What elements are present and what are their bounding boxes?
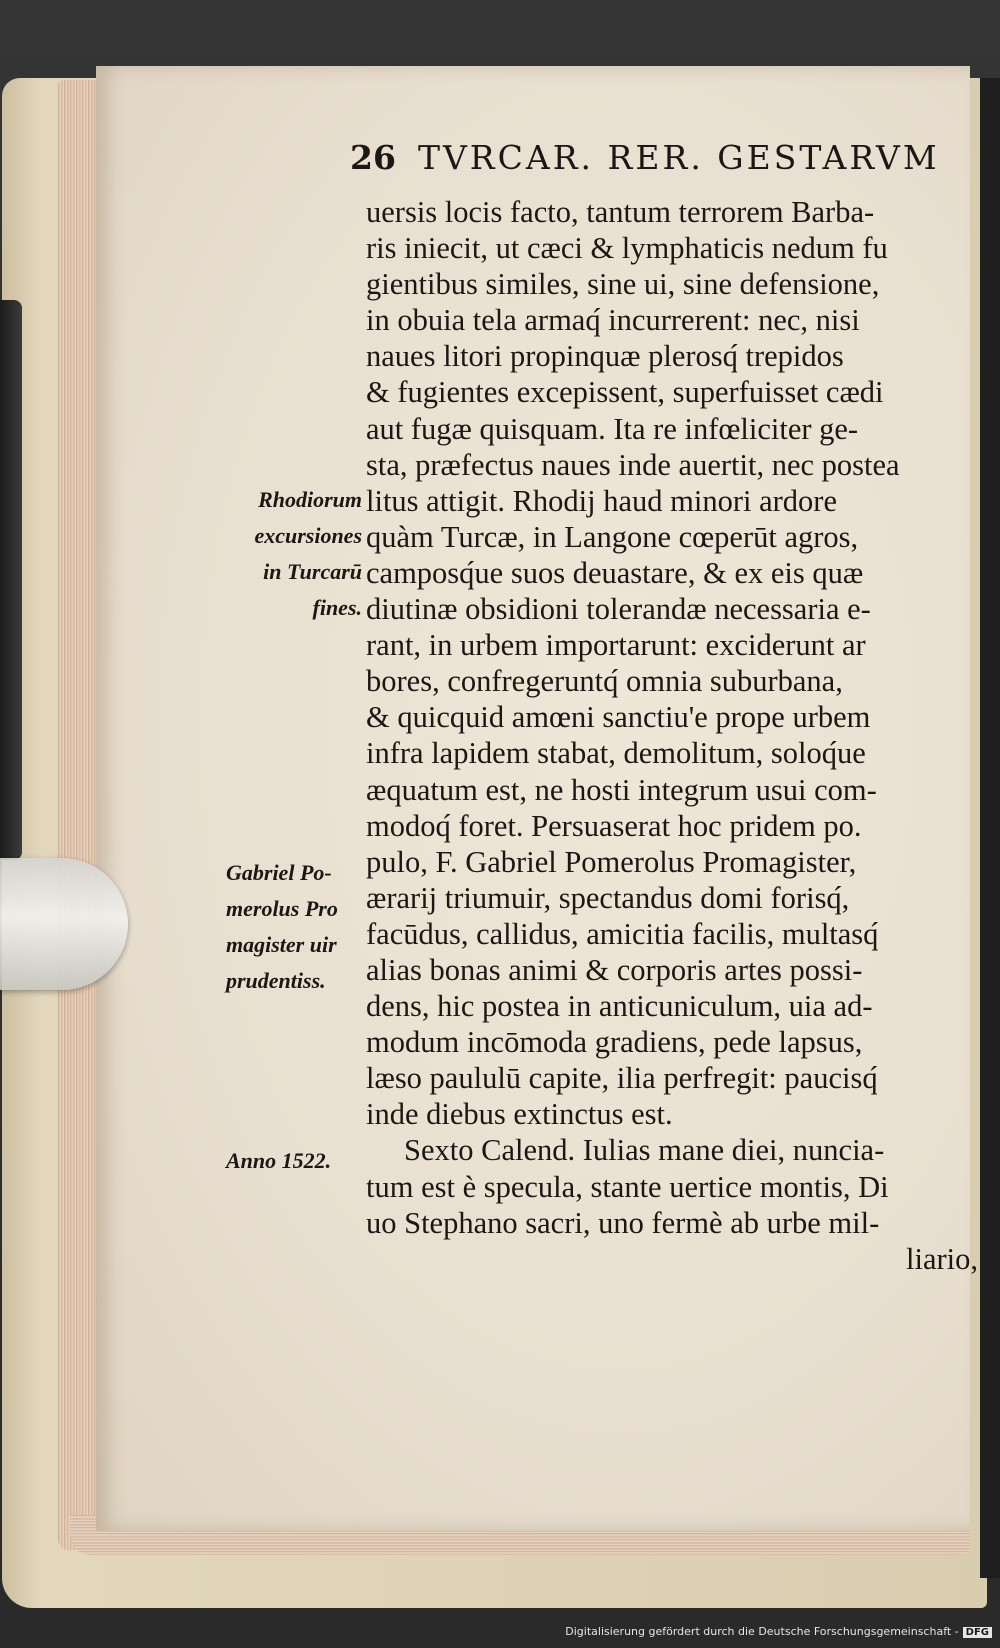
text-line: infra lapidem stabat, demolitum, soloq́ue xyxy=(366,736,866,771)
margin-note-line: excursiones xyxy=(254,523,362,549)
text-line: alias bonas animi & corporis artes possi- xyxy=(366,952,863,987)
margin-note-line: fines. xyxy=(312,595,362,621)
margin-note-rhodiorum xyxy=(226,482,362,626)
credit-text: Digitalisierung gefördert durch die Deutsche Forschungsgemeinschaft - xyxy=(565,1625,959,1638)
text-line: diutinæ obsidioni tolerandæ necessaria e- xyxy=(366,592,871,627)
running-title: TVRCAR. RER. GESTARVM xyxy=(417,138,940,177)
margin-note-line: Rhodiorum xyxy=(258,487,362,512)
text-line: Sexto Calend. Iulias mane diei, nuncia- xyxy=(404,1133,885,1168)
margin-note-line: magister uir xyxy=(226,932,337,958)
text-line: facūdus, callidus, amicitia facilis, multasq́ xyxy=(366,916,879,951)
margin-note-line: Anno 1522. xyxy=(226,1148,332,1173)
scan-border-right xyxy=(980,78,1000,1578)
digitization-credit xyxy=(565,1625,992,1638)
margin-note-gabriel xyxy=(226,855,366,999)
body-text xyxy=(366,194,978,1277)
text-line: & quicquid amœni sanctiu'e prope urbem xyxy=(366,700,871,735)
text-line: læso paululū capite, ilia perfregit: paucisq́ xyxy=(366,1061,878,1096)
margin-note-line: in Turcarū xyxy=(263,559,362,585)
text-line: gientibus similes, sine ui, sine defensione, xyxy=(366,267,880,302)
text-line: & fugientes excepissent, superfuisset cædi xyxy=(366,375,884,410)
text-line: inde diebus extinctus est. xyxy=(366,1097,673,1132)
text-line: rant, in urbem importarunt: exciderunt ar xyxy=(366,628,866,663)
binding-shadow xyxy=(0,300,22,860)
bookmark-tab xyxy=(0,858,128,990)
text-line: uo Stephano sacri, uno fermè ab urbe mil- xyxy=(366,1205,880,1240)
text-line: litus attigit. Rhodij haud minori ardore xyxy=(366,483,837,518)
text-line: modoq́ foret. Persuaserat hoc pridem po. xyxy=(366,808,862,843)
text-line: naues litori propinquæ plerosq́ trepidos xyxy=(366,339,844,374)
running-header xyxy=(350,138,970,188)
text-line: ris iniecit, ut cæci & lymphaticis nedum fu xyxy=(366,231,888,266)
text-line: æquatum est, ne hosti integrum usui com- xyxy=(366,772,877,807)
text-line: tum est è specula, stante uertice montis, Di xyxy=(366,1169,889,1204)
margin-note-line: Gabriel Po- xyxy=(226,860,332,885)
text-line: dens, hic postea in anticuniculum, uia ad- xyxy=(366,989,873,1024)
text-line: pulo, F. Gabriel Pomerolus Promagister, xyxy=(366,844,857,879)
text-line: bores, confregeruntq́ omnia suburbana, xyxy=(366,664,843,699)
text-line: sta, præfectus naues inde auertit, nec postea xyxy=(366,447,900,482)
page-number: 26 xyxy=(350,138,396,177)
text-line: camposq́ue suos deuastare, & ex eis quæ xyxy=(366,555,864,590)
text-line: modum incōmoda gradiens, pede lapsus, xyxy=(366,1025,863,1060)
margin-note-line: merolus Pro xyxy=(226,896,338,922)
text-line: quàm Turcæ, in Langone cœperūt agros, xyxy=(366,519,859,554)
margin-note-line: prudentiss. xyxy=(226,968,326,994)
text-line: uersis locis facto, tantum terrorem Barba- xyxy=(366,195,875,229)
text-line-catchword: liario, xyxy=(906,1241,978,1276)
text-line: in obuia tela armaq́ incurrerent: nec, nisi xyxy=(366,303,860,338)
text-line: aut fugæ quisquam. Ita re infœliciter ge- xyxy=(366,411,859,446)
text-line: ærarij triumuir, spectandus domi forisq́, xyxy=(366,880,850,915)
dfg-logo: DFG xyxy=(963,1627,992,1638)
margin-note-anno xyxy=(226,1143,366,1179)
